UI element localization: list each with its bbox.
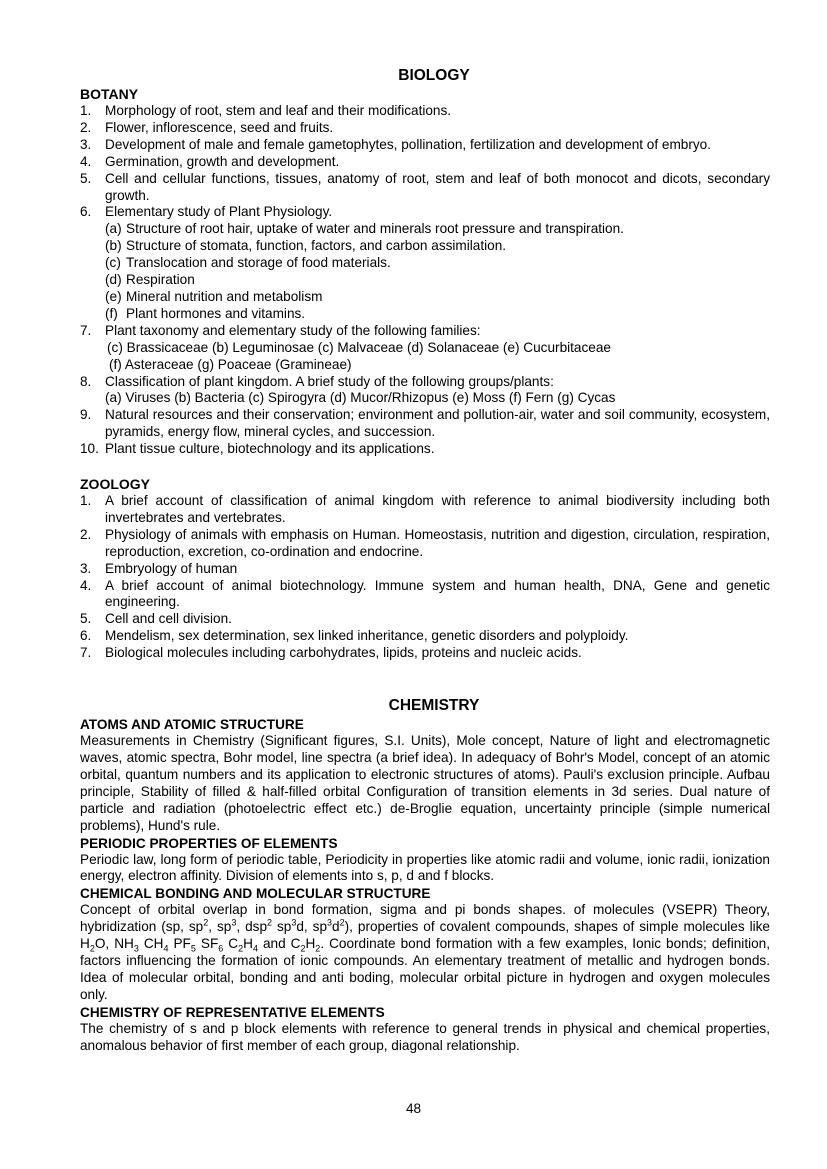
chemistry-title: CHEMISTRY	[388, 697, 480, 715]
sub-letter: (f)	[105, 305, 118, 321]
sub-text: Mineral nutrition and metabolism	[126, 288, 323, 304]
item-number: 3.	[80, 136, 92, 152]
item-number: 4.	[80, 153, 92, 169]
botany-list	[80, 103, 770, 458]
item-text: Flower, inflorescence, seed and fruits.	[105, 119, 334, 135]
atoms-heading: ATOMS AND ATOMIC STRUCTURE	[80, 717, 304, 733]
representative-heading: CHEMISTRY OF REPRESENTATIVE ELEMENTS	[80, 1004, 385, 1020]
physiology-sub-a	[80, 221, 770, 238]
item-number: 8.	[80, 373, 92, 389]
item-number: 1.	[80, 493, 92, 509]
item-number: 6.	[80, 628, 92, 644]
zoology-item-1	[80, 493, 770, 527]
item-text: Classification of plant kingdom. A brief study of the following groups/plants:	[105, 373, 554, 389]
item-number: 5.	[80, 611, 92, 627]
sub-text: Structure of root hair, uptake of water and minerals root pressure and transpiration.	[126, 221, 624, 237]
botany-item-5	[80, 171, 770, 205]
groups-line: (a) Viruses (b) Bacteria (c) Spirogyra (d) Mucor/Rhizopus (e) Moss (f) Fern (g) Cycas	[105, 390, 616, 406]
item-number: 7.	[80, 645, 92, 661]
physiology-sub-b	[80, 238, 770, 255]
item-number: 2.	[80, 526, 92, 542]
page-content	[80, 66, 770, 1055]
botany-item-10	[80, 441, 770, 458]
item-text: Physiology of animals with emphasis on Human. Homeostasis, nutrition and digestion, circulation, respiration, reproduction, excretion, co-ordination and endocrine.	[105, 526, 770, 559]
botany-item-6	[80, 204, 770, 322]
item-number: 9.	[80, 407, 92, 423]
item-number: 10.	[80, 441, 99, 457]
sub-text: Translocation and storage of food materials.	[126, 255, 391, 271]
botany-item-1	[80, 103, 770, 120]
item-text: A brief account of classification of animal kingdom with reference to animal biodiversity including both invertebrates and vertebrates.	[105, 493, 770, 525]
physiology-sublist	[80, 221, 770, 322]
zoology-item-4	[80, 578, 770, 612]
item-text: Cell and cell division.	[105, 611, 232, 627]
sub-letter: (e)	[105, 288, 122, 304]
item-text: Plant tissue culture, biotechnology and its applications.	[105, 441, 435, 457]
zoology-list	[80, 493, 770, 662]
periodic-text: Periodic law, long form of periodic table, Periodicity in properties like atomic radii and volume, ionic radii, ionization energy, electron affinity. Division of elements into s, p, d and f blocks.	[80, 851, 770, 884]
item-text: Morphology of root, stem and leaf and their modifications.	[105, 103, 452, 118]
zoology-item-3	[80, 561, 770, 578]
sub-letter: (d)	[105, 272, 122, 288]
physiology-sub-f	[80, 306, 770, 323]
physiology-sub-e	[80, 289, 770, 306]
item-text: Germination, growth and development.	[105, 153, 340, 169]
item-number: 6.	[80, 204, 92, 220]
item-text: Cell and cellular functions, tissues, anatomy of root, stem and leaf of both monocot and dicots, secondary growth.	[105, 170, 770, 203]
botany-item-7	[80, 323, 770, 374]
sub-letter: (a)	[105, 221, 122, 237]
botany-item-8	[80, 374, 770, 408]
item-number: 3.	[80, 560, 92, 576]
atoms-text: Measurements in Chemistry (Significant figures, S.I. Units), Mole concept, Nature of light and electromagnetic waves, atomic spectra, Bohr model, line spectra (a brief idea). In adequacy of Bohr's Model, concept of an atomic orbital, quantum numbers and its application to electronic structures of atoms). Pauli's exclusion principle. Aufbau principle, Stability of filled & half-filled orbital Configuration of transition elements in 3d series. Dual nature of particle and radiation (photoelectric effect etc.) de-Broglie equation, uncertainty principle (simple numerical problems), Hund's rule.	[80, 733, 770, 833]
sub-text: Plant hormones and vitamins.	[126, 305, 306, 321]
botany-item-9	[80, 407, 770, 441]
zoology-heading: ZOOLOGY	[80, 476, 150, 493]
botany-item-3	[80, 137, 770, 154]
item-text: Elementary study of Plant Physiology.	[105, 204, 333, 220]
sub-letter: (b)	[105, 238, 122, 254]
zoology-item-6	[80, 628, 770, 645]
representative-text: The chemistry of s and p block elements with reference to general trends in physical and chemical properties, anomalous behavior of first member of each group, diagonal relationship.	[80, 1020, 770, 1053]
sub-letter: (c)	[105, 255, 121, 271]
page-number: 48	[405, 1101, 422, 1116]
bonding-text: Concept of orbital overlap in bond formation, sigma and pi bonds shapes. of molecules (VSEPR) Theory, hybridization (sp, $sp^2$, $sp^3$, dsp$^2$ $sp^3d$, $sp^3d^2$), properties of covalent compounds, shapes of simple molecules like $H_2O$, $NH_3$ $CH_4$ $PF_5$ $SF_6$ $C_2H_4$ and $C_2H_2$. Coordinate bond formation with a few examples, Ionic bonds; definition, factors influencing the formation of ionic compounds. An elementary treatment of metallic and hydrogen bonds. Idea of molecular orbital, bonding and anti boding, molecular orbital picture in hydrogen and oxygen molecules only.	[80, 902, 771, 1002]
item-text: Plant taxonomy and elementary study of the following families:	[105, 322, 481, 338]
sub-text: Structure of stomata, function, factors, and carbon assimilation.	[126, 238, 507, 254]
bonding-heading: CHEMICAL BONDING AND MOLECULAR STRUCTURE	[80, 886, 431, 902]
item-text: Mendelism, sex determination, sex linked inheritance, genetic disorders and polyploidy.	[105, 628, 629, 644]
sub-text: Respiration	[126, 272, 195, 288]
zoology-item-2	[80, 527, 770, 561]
botany-item-2	[80, 120, 770, 137]
item-text: Biological molecules including carbohydrates, lipids, proteins and nucleic acids.	[105, 645, 582, 661]
zoology-item-5	[80, 611, 770, 628]
zoology-item-7	[80, 645, 770, 662]
item-text: A brief account of animal biotechnology. Immune system and human health, DNA, Gene and genetic engineering.	[105, 577, 770, 610]
biology-title: BIOLOGY	[398, 67, 470, 84]
item-number: 4.	[80, 577, 92, 593]
botany-item-4	[80, 154, 770, 171]
botany-heading: BOTANY	[80, 86, 139, 102]
physiology-sub-d	[80, 272, 770, 289]
families-line-1: (c) Brassicaceae (b) Leguminosae (c) Malvaceae (d) Solanaceae (e) Cucurbitaceae	[107, 339, 611, 355]
item-number: 1.	[80, 103, 92, 118]
item-number: 2.	[80, 119, 92, 135]
item-text: Embryology of human	[105, 560, 238, 576]
periodic-heading: PERIODIC PROPERTIES OF ELEMENTS	[80, 835, 338, 851]
item-text: Natural resources and their conservation; environment and pollution-air, water and soil community, ecosystem, pyramids, energy flow, mineral cycles, and succession.	[105, 407, 770, 440]
physiology-sub-c	[80, 255, 770, 272]
item-number: 5.	[80, 170, 92, 186]
families-line-2: (f) Asteraceae (g) Poaceae (Gramineae)	[109, 356, 352, 372]
item-text: Development of male and female gametophytes, pollination, fertilization and development of embryo.	[105, 136, 712, 152]
item-number: 7.	[80, 322, 92, 338]
